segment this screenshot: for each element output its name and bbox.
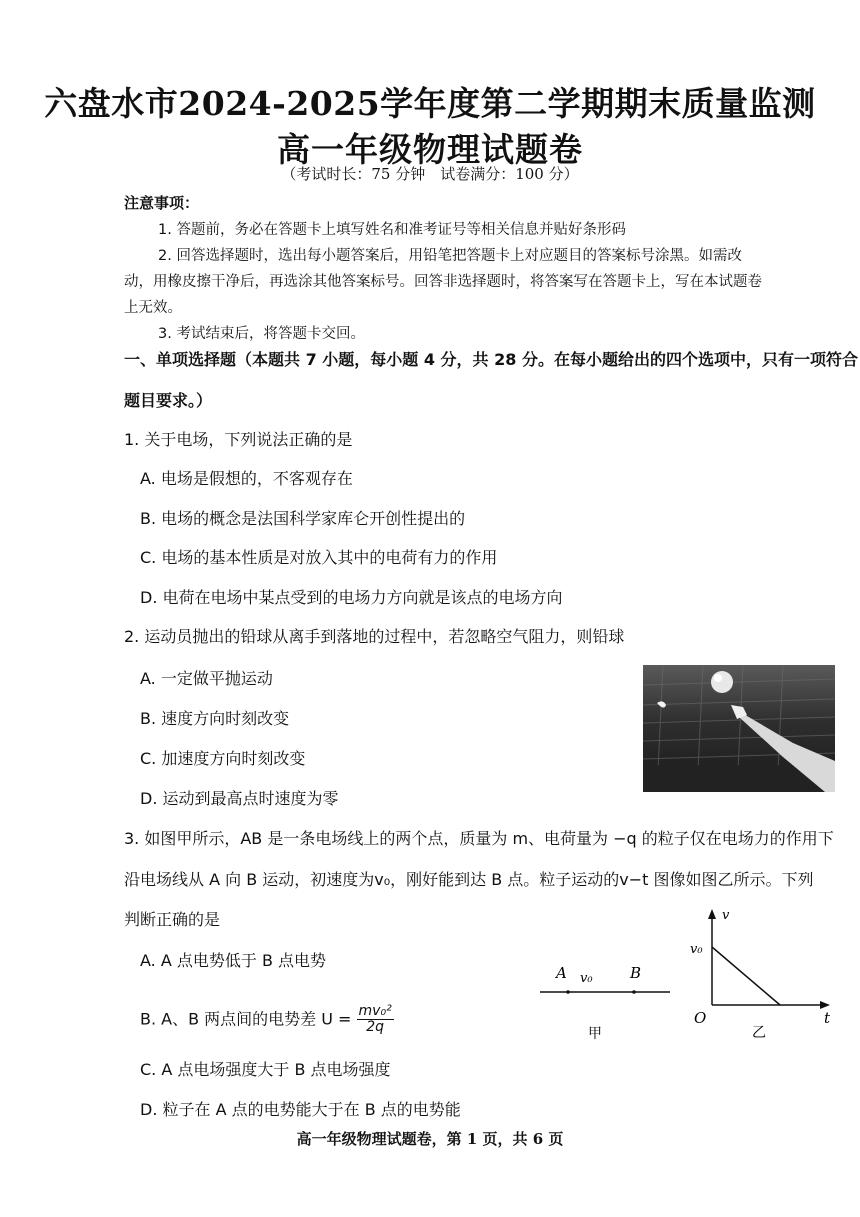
v-axis-arrow	[708, 909, 716, 919]
fraction-numerator: mv₀²	[358, 1003, 392, 1019]
question-3-option-b	[140, 1004, 394, 1036]
notice-item: 3. 考试结束后，将答题卡交回。	[158, 326, 365, 342]
label-v0: v₀	[580, 971, 593, 986]
question-3-stem-line3: 判断正确的是	[124, 910, 221, 929]
shot-put-photo	[643, 665, 835, 792]
label-b: B	[630, 964, 642, 982]
notice-item: 上无效。	[124, 300, 182, 316]
label-origin: O	[694, 1009, 707, 1027]
question-3-option-b-text: B. A、B 两点间的电势差 U =	[140, 1009, 352, 1029]
notice-heading: 注意事项：	[124, 194, 200, 212]
question-1-stem: 1. 关于电场，下列说法正确的是	[124, 430, 353, 449]
section-heading-line2: 题目要求。）	[124, 391, 213, 410]
potential-difference-fraction	[357, 1004, 394, 1036]
page-footer: 高一年级物理试题卷，第 1 页，共 6 页	[296, 1130, 564, 1148]
question-1-option-d: D. 电荷在电场中某点受到的电场力方向就是该点的电场方向	[140, 588, 563, 607]
question-2-option-c: C. 加速度方向时刻改变	[140, 749, 306, 768]
question-2-option-b: B. 速度方向时刻改变	[140, 709, 290, 728]
question-3-stem-line1: 3. 如图甲所示，AB 是一条电场线上的两个点，质量为 m、电荷量为 −q 的粒子仅在电场力的作用下	[124, 829, 834, 848]
diagram-jia	[538, 960, 678, 1050]
point-a-dot	[566, 990, 570, 994]
question-1-option-a: A. 电场是假想的，不客观存在	[140, 469, 353, 488]
v-t-line	[712, 947, 780, 1005]
exam-title-line1: 六盘水市2024-2025学年度第二学期期末质量监测	[44, 84, 816, 123]
label-t-axis: t	[824, 1009, 831, 1027]
label-a: A	[556, 964, 567, 982]
exam-info: （考试时长：75 分钟 试卷满分：100 分）	[281, 165, 579, 183]
point-b-dot	[632, 990, 636, 994]
notice-item: 2. 回答选择题时，选出每小题答案后，用铅笔把答题卡上对应题目的答案标号涂黑。如需改	[158, 248, 742, 264]
question-1-option-b: B. 电场的概念是法国科学家库仑开创性提出的	[140, 509, 466, 528]
question-1-option-c: C. 电场的基本性质是对放入其中的电荷有力的作用	[140, 548, 498, 567]
question-3-option-d: D. 粒子在 A 点的电势能大于在 B 点的电势能	[140, 1100, 461, 1119]
exam-title-line2: 高一年级物理试题卷	[277, 130, 583, 169]
t-axis-arrow	[820, 1001, 830, 1009]
shot-put-illustration	[643, 665, 835, 792]
label-v0-axis: v₀	[690, 942, 703, 957]
fraction-denominator: 2q	[366, 1019, 385, 1036]
question-3-option-a: A. A 点电势低于 B 点电势	[140, 951, 327, 970]
notice-item: 动，用橡皮擦干净后，再选涂其他答案标号。回答非选择题时，将答案写在答题卡上，写在本试题卷	[124, 274, 762, 290]
diagram-yi	[684, 905, 834, 1045]
label-v-axis: v	[722, 908, 730, 923]
question-2-option-a: A. 一定做平抛运动	[140, 669, 273, 688]
section-heading-line1: 一、单项选择题（本题共 7 小题，每小题 4 分，共 28 分。在每小题给出的四个选项中，只有一项符合	[124, 350, 858, 369]
question-3-stem-line2: 沿电场线从 A 向 B 运动，初速度为v₀，刚好能到达 B 点。粒子运动的v−t 图像如图乙所示。下列	[124, 870, 814, 889]
question-2-stem: 2. 运动员抛出的铅球从离手到落地的过程中，若忽略空气阻力，则铅球	[124, 627, 625, 646]
question-3-option-c: C. A 点电场强度大于 B 点电场强度	[140, 1060, 391, 1079]
caption-yi: 乙	[752, 1025, 766, 1041]
notice-item: 1. 答题前，务必在答题卡上填写姓名和准考证号等相关信息并贴好条形码	[158, 222, 626, 238]
question-2-option-d: D. 运动到最高点时速度为零	[140, 789, 339, 808]
caption-jia: 甲	[588, 1026, 602, 1042]
